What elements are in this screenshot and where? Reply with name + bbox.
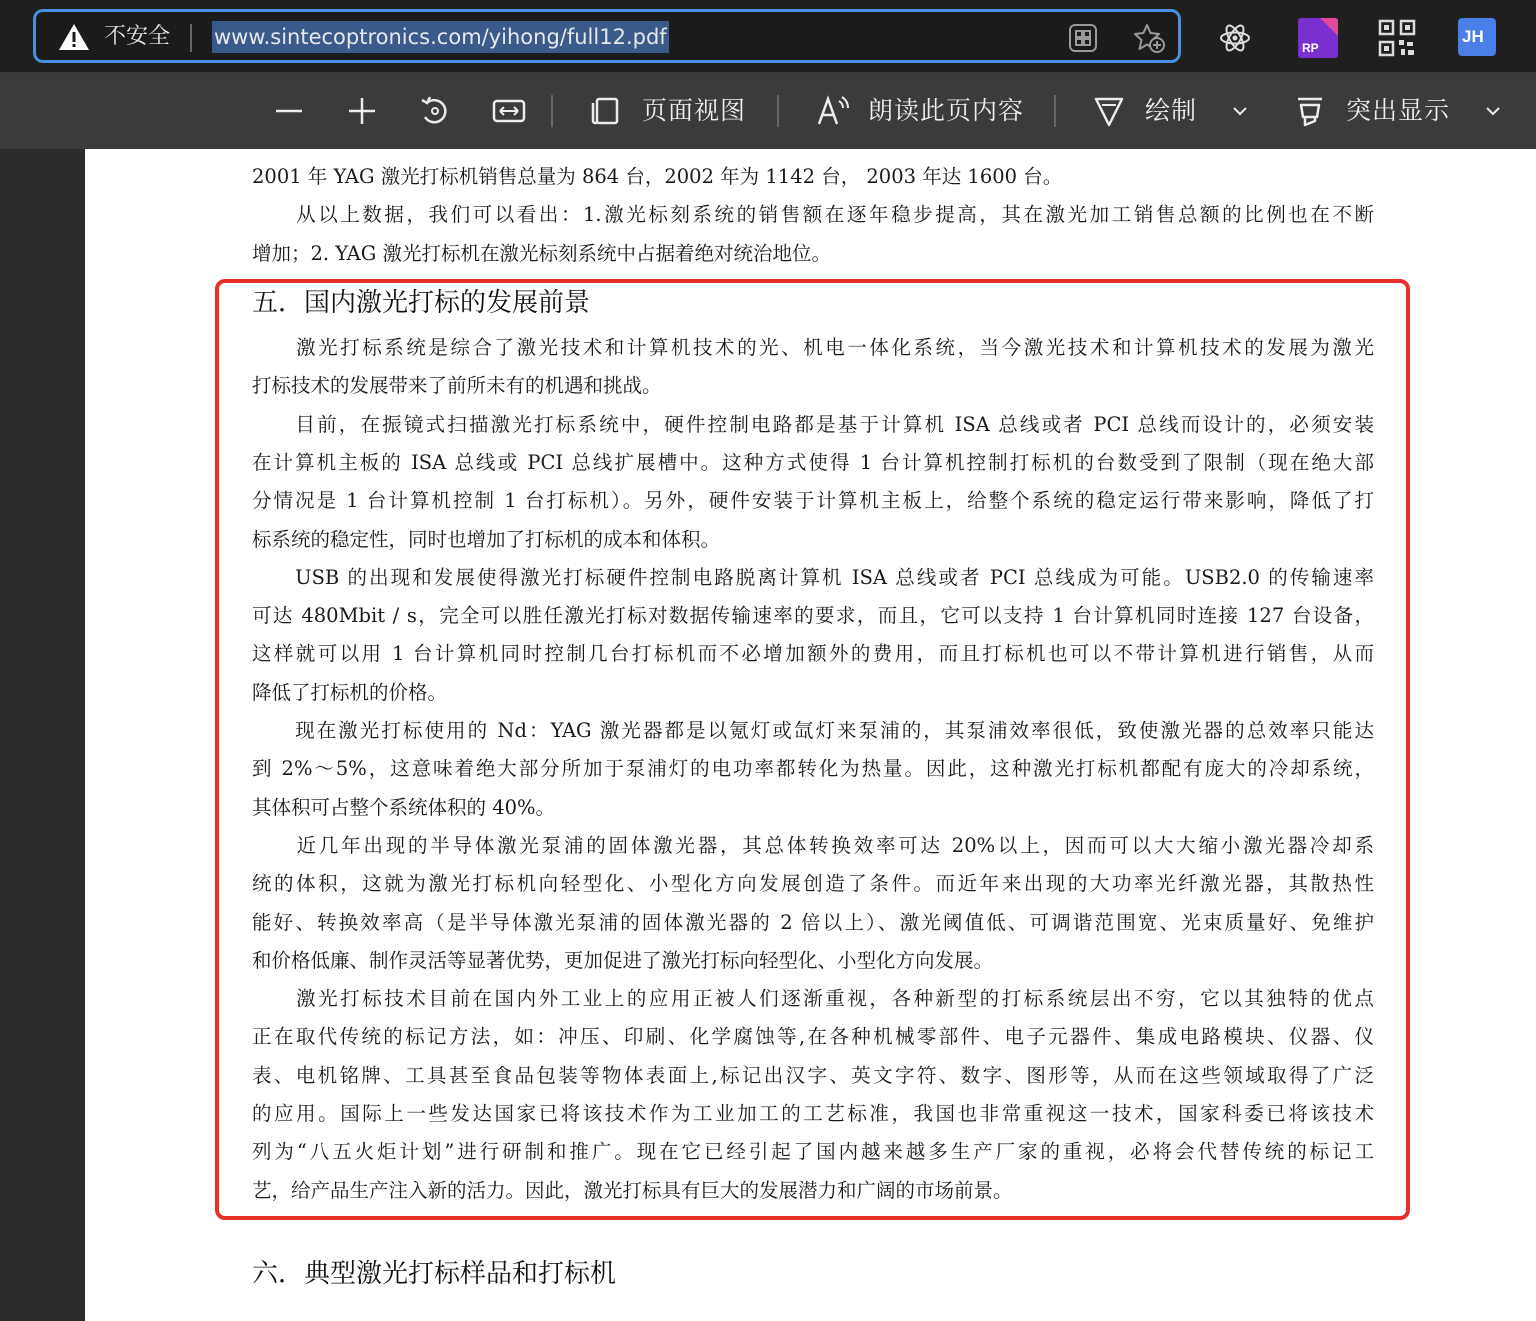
rp-corner-decoration	[1320, 18, 1338, 36]
highlight-button[interactable]: 突出显示	[1346, 96, 1451, 125]
section-6-title: 六．典型激光打标样品和打标机	[252, 1259, 617, 1289]
text-line: 激光打标系统是综合了激光技术和计算机技术的光、机电一体化系统，当今激光技术和计算机技术的发展为激光	[252, 336, 1374, 359]
app-grid-icon[interactable]	[1066, 22, 1100, 54]
text-line: 降低了打标机的价格。	[252, 680, 448, 704]
toolbar-divider	[1054, 95, 1056, 127]
text-line: 目前，在振镜式扫描激光打标系统中，硬件控制电路都是基于计算机 ISA 总线或者 PCI 总线而设计的，必须安装	[252, 412, 1374, 436]
qr-code-icon[interactable]	[1377, 18, 1417, 58]
zoom-in-icon[interactable]	[345, 91, 379, 131]
text-line: 可达 480Mbit / s，完全可以胜任激光打标对数据传输速率的要求，而且，它可以支持 1 台计算机同时连接 127 台设备，	[252, 604, 1374, 628]
text-line: 和价格低廉、制作灵活等显著优势，更加促进了激光打标向轻型化、小型化方向发展。	[252, 948, 994, 972]
fit-width-icon[interactable]	[491, 91, 527, 131]
section-5-title: 五．国内激光打标的发展前景	[252, 288, 591, 318]
jh-extension-icon[interactable]	[1458, 18, 1496, 56]
text-line: 增加；2. YAG 激光打标机在激光标刻系统中占据着绝对统治地位。	[252, 242, 832, 265]
text-line: 统的体积，这就为激光打标机向轻型化、小型化方向发展创造了条件。而近年来出现的大功率光纤激光器，其散热性	[252, 872, 1374, 896]
add-favorite-icon[interactable]	[1132, 22, 1166, 54]
text-line: 现在激光打标使用的 Nd：YAG 激光器都是以氪灯或氙灯来泵浦的，其泵浦效率很低，致使激光器的总效率只能达	[252, 719, 1374, 742]
rotate-icon[interactable]	[418, 91, 452, 131]
rp-extension-label: RP	[1302, 41, 1319, 55]
zoom-out-icon[interactable]	[272, 91, 306, 131]
draw-icon[interactable]	[1092, 91, 1126, 131]
text-line: 标系统的稳定性，同时也增加了打标机的成本和体积。	[252, 527, 721, 551]
url-text[interactable]: www.sintecoptronics.com/yihong/full12.pdf	[212, 21, 669, 53]
react-extension-icon[interactable]	[1215, 18, 1255, 58]
text-line: USB 的出现和发展使得激光打标硬件控制电路脱离计算机 ISA 总线或者 PCI 总线成为可能。USB2.0 的传输速率	[252, 565, 1374, 589]
jh-extension-label: JH	[1462, 27, 1484, 46]
read-aloud-icon[interactable]	[814, 91, 852, 131]
text-line: 艺，给产品生产注入新的活力。因此，激光打标具有巨大的发展潜力和广阔的市场前景。	[252, 1178, 1013, 1202]
page-view-button[interactable]: 页面视图	[642, 96, 747, 125]
text-line: 打标技术的发展带来了前所未有的机遇和挑战。	[252, 374, 662, 398]
toolbar-divider	[777, 95, 779, 127]
draw-button[interactable]: 绘制	[1145, 96, 1198, 125]
text-line: 在计算机主板的 ISA 总线或 PCI 总线扩展槽中。这种方式使得 1 台计算机控制打标机的台数受到了限制（现在绝大部	[252, 450, 1374, 474]
address-divider	[190, 24, 192, 52]
text-line: 从以上数据，我们可以看出：1.激光标刻系统的销售额在逐年稳步提高，其在激光加工销售总额的比例也在不断	[252, 203, 1374, 226]
pdf-toolbar	[0, 73, 1536, 149]
highlight-options-chevron-icon[interactable]	[1482, 91, 1504, 131]
highlight-icon[interactable]	[1293, 91, 1327, 131]
read-aloud-button[interactable]: 朗读此页内容	[868, 96, 1025, 125]
draw-options-chevron-icon[interactable]	[1229, 91, 1251, 131]
text-line: 这样就可以用 1 台计算机同时控制几台打标机而不必增加额外的费用，而且打标机也可以不带计算机进行销售，从而	[252, 642, 1374, 666]
text-line: 激光打标技术目前在国内外工业上的应用正被人们逐渐重视，各种新型的打标系统层出不穷，它以其独特的优点	[252, 987, 1374, 1011]
text-line: 表、电机铭牌、工具甚至食品包装等物体表面上,标记出汉字、英文字符、数字、图形等，从而在这些领域取得了广泛	[252, 1063, 1374, 1087]
warning-icon	[58, 23, 90, 51]
toolbar-divider	[551, 95, 553, 127]
text-line: 2001 年 YAG 激光打标机销售总量为 864 台，2002 年为 1142 台， 2003 年达 1600 台。	[252, 165, 1063, 188]
security-status[interactable]: 不安全	[104, 24, 171, 49]
viewer-left-gutter	[0, 149, 85, 1321]
text-line: 正在取代传统的标记方法，如：冲压、印刷、化学腐蚀等,在各种机械零部件、电子元器件、集成电路模块、仪器、仪	[252, 1025, 1374, 1049]
text-line: 列为“八五火炬计划”进行研制和推广。现在它已经引起了国内越来越多生产厂家的重视，必将会代替传统的标记工	[252, 1140, 1374, 1164]
text-line: 到 2%～5%，这意味着绝大部分所加于泵浦灯的电功率都转化为热量。因此，这种激光打标机都配有庞大的冷却系统，	[252, 757, 1374, 781]
browser-top-bar	[0, 0, 1536, 73]
address-bar[interactable]	[33, 9, 1181, 63]
text-line: 分情况是 1 台计算机控制 1 台打标机）。另外，硬件安装于计算机主板上，给整个系统的稳定运行带来影响，降低了打	[252, 489, 1374, 513]
text-line: 的应用。国际上一些发达国家已将该技术作为工业加工的工艺标准，我国也非常重视这一技术，国家科委已将该技术	[252, 1102, 1374, 1125]
page-view-icon[interactable]	[589, 91, 623, 131]
text-line: 能好、转换效率高（是半导体激光泵浦的固体激光器的 2 倍以上）、激光阈值低、可调谐范围宽、光束质量好、免维护	[252, 910, 1374, 934]
rp-extension-icon[interactable]	[1298, 18, 1338, 58]
text-line: 近几年出现的半导体激光泵浦的固体激光器，其总体转换效率可达 20%以上，因而可以大大缩小激光器冷却系	[252, 833, 1374, 857]
text-line: 其体积可占整个系统体积的 40%。	[252, 795, 556, 819]
